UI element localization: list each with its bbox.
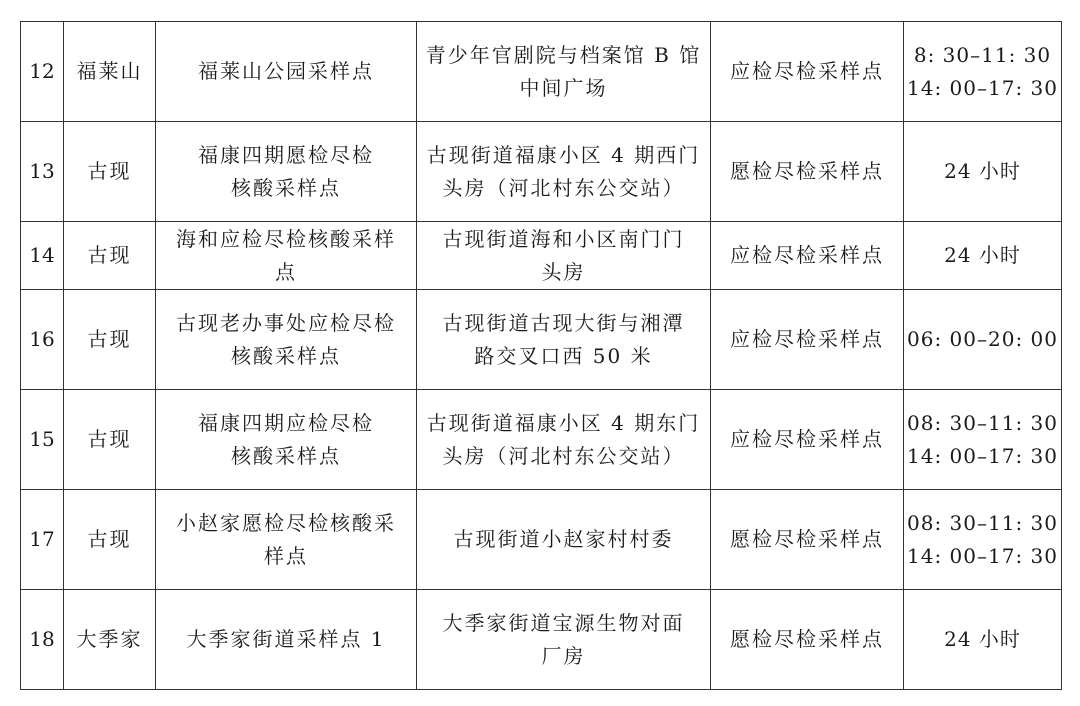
cell-address-line: 中间广场 [519,75,608,100]
cell-hours-line: 8: 30–11: 30 [913,42,1052,67]
cell-district: 古现 [64,122,156,222]
cell-hours [904,490,1062,590]
cell-district: 古现 [64,490,156,590]
table-body [21,22,1062,690]
cell-address-line: 路交叉口西 50 米 [474,343,653,368]
cell-address [417,390,711,490]
cell-test-type: 愿检尽检采样点 [711,490,904,590]
cell-address [417,22,711,122]
cell-address-line: 头房（河北村东公交站） [442,175,685,200]
cell-test-type: 应检尽检采样点 [711,22,904,122]
cell-address [417,590,711,690]
cell-hours-line: 08: 30–11: 30 [907,510,1058,535]
cell-number: 16 [21,290,64,390]
cell-address [417,290,711,390]
table-row [21,122,1062,222]
cell-site-name-line: 福康四期愿检尽检 [198,142,374,167]
cell-address [417,490,711,590]
cell-site-name-line: 核酸采样点 [231,343,341,368]
cell-address-line: 古现街道福康小区 4 期西门 [426,142,701,167]
cell-test-type: 愿检尽检采样点 [711,590,904,690]
table-row [21,22,1062,122]
cell-hours-line: 06: 00–20: 00 [907,327,1058,351]
cell-hours-line: 14: 00–17: 30 [907,443,1058,468]
cell-site-name-line: 核酸采样点 [231,443,341,468]
cell-site-name-line: 古现老办事处应检尽检 [176,310,396,335]
cell-number: 18 [21,590,64,690]
cell-number: 15 [21,390,64,490]
cell-district: 古现 [64,390,156,490]
cell-site-name [156,490,417,590]
cell-hours-line: 14: 00–17: 30 [907,75,1058,100]
cell-site-name-line: 福莱山公园采样点 [198,59,374,83]
cell-address [417,122,711,222]
cell-address-line: 头房 [541,259,586,284]
cell-hours-line: 24 小时 [944,627,1021,651]
table-row [21,390,1062,490]
table-row [21,290,1062,390]
cell-hours-line: 24 小时 [944,243,1021,267]
cell-address-line: 青少年官剧院与档案馆 B 馆 [425,42,702,67]
cell-number: 12 [21,22,64,122]
cell-address-line: 大季家街道宝源生物对面 [442,610,685,635]
cell-address-line: 头房（河北村东公交站） [442,443,685,468]
cell-hours [904,290,1062,390]
table-row [21,490,1062,590]
cell-site-name-line: 海和应检尽检核酸采样 [176,226,396,251]
cell-site-name [156,390,417,490]
cell-test-type: 应检尽检采样点 [711,290,904,390]
cell-address-line: 古现街道小赵家村村委 [453,527,674,551]
cell-district: 福莱山 [64,22,156,122]
cell-site-name-line: 样点 [264,543,308,568]
cell-hours-line: 08: 30–11: 30 [907,410,1058,435]
cell-hours [904,390,1062,490]
cell-test-type: 应检尽检采样点 [711,390,904,490]
cell-test-type: 愿检尽检采样点 [711,122,904,222]
cell-hours [904,222,1062,290]
cell-number: 13 [21,122,64,222]
cell-district: 古现 [64,290,156,390]
cell-address-line: 古现街道海和小区南门门 [442,226,685,251]
cell-hours [904,122,1062,222]
cell-site-name-line: 小赵家愿检尽检核酸采 [176,510,396,535]
cell-site-name-line: 大季家街道采样点 1 [186,627,386,651]
cell-site-name-line: 点 [275,259,297,284]
cell-number: 17 [21,490,64,590]
sampling-sites-table [20,21,1062,690]
cell-hours [904,590,1062,690]
cell-district: 古现 [64,222,156,290]
cell-site-name [156,122,417,222]
cell-number: 14 [21,222,64,290]
cell-site-name [156,222,417,290]
cell-hours [904,22,1062,122]
cell-site-name-line: 福康四期应检尽检 [198,410,374,435]
cell-site-name [156,22,417,122]
cell-test-type: 应检尽检采样点 [711,222,904,290]
cell-site-name-line: 核酸采样点 [231,175,341,200]
cell-site-name [156,590,417,690]
cell-site-name [156,290,417,390]
cell-district: 大季家 [64,590,156,690]
table-row [21,590,1062,690]
cell-address-line: 古现街道福康小区 4 期东门 [426,410,701,435]
table-row [21,222,1062,290]
cell-hours-line: 24 小时 [944,159,1021,183]
cell-hours-line: 14: 00–17: 30 [907,543,1058,568]
cell-address-line: 古现街道古现大街与湘潭 [442,310,685,335]
cell-address [417,222,711,290]
cell-address-line: 厂房 [541,643,586,668]
